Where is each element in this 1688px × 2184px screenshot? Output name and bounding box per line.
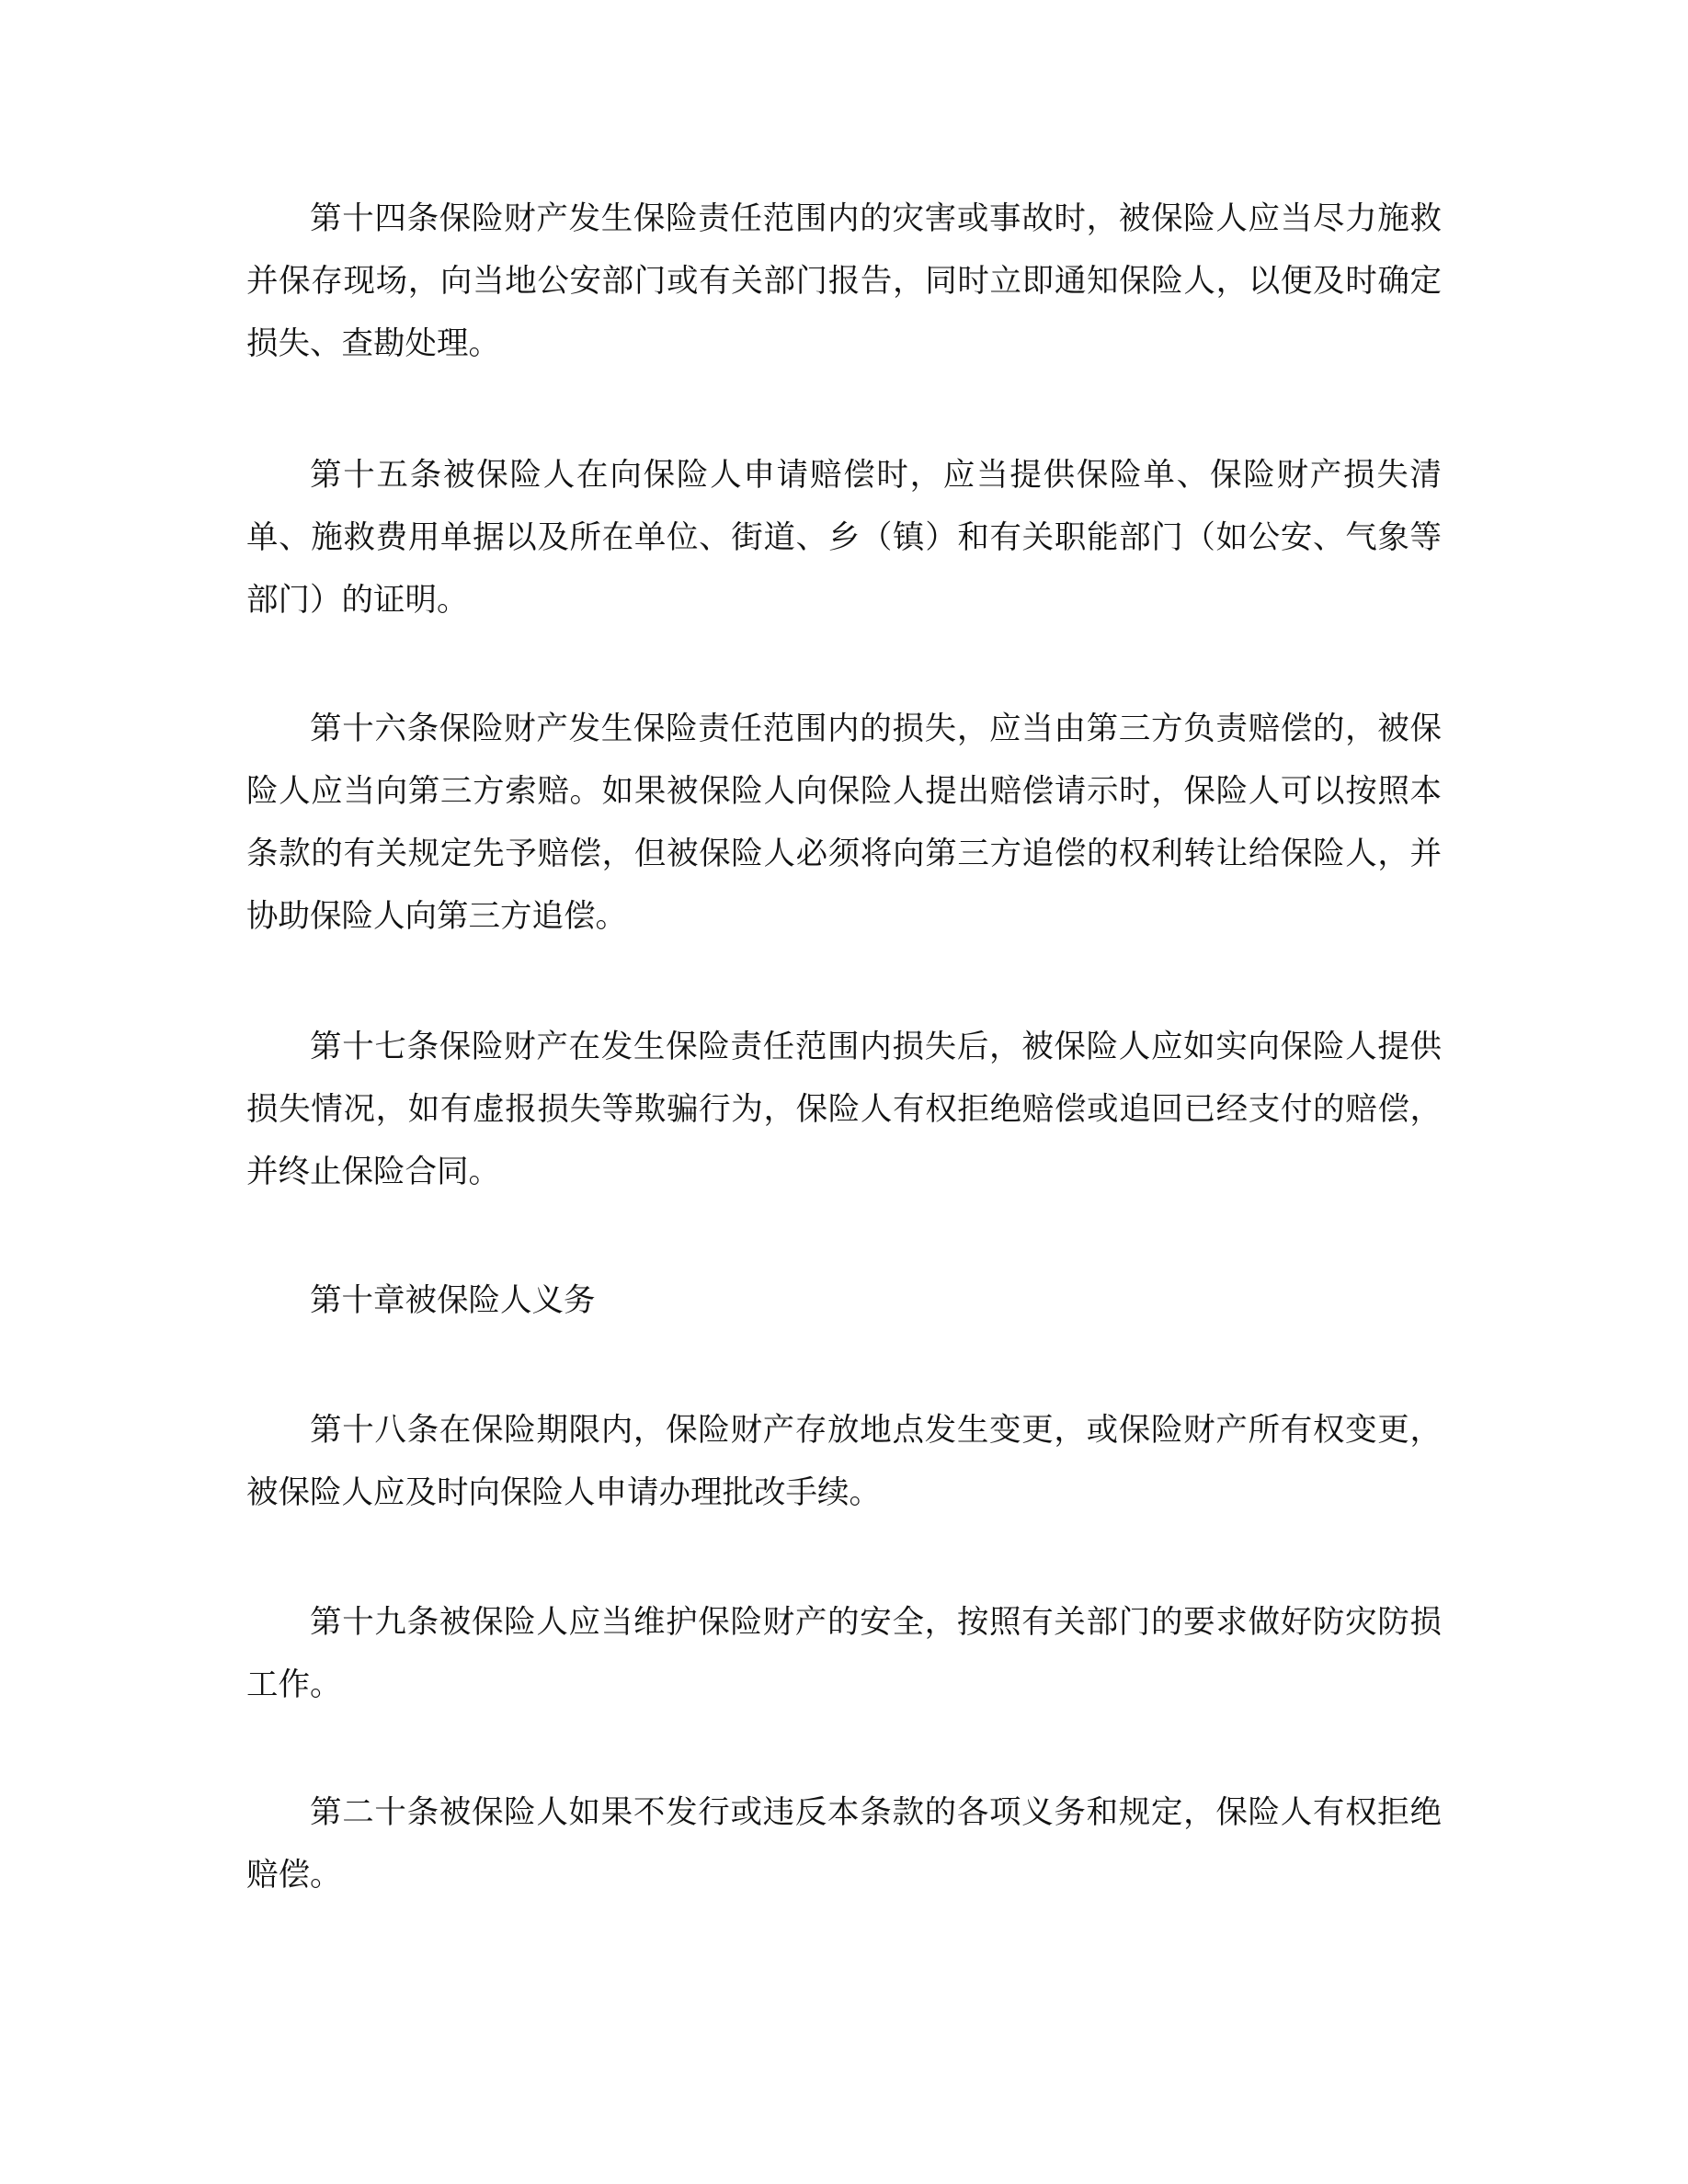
article-14-paragraph: 第十四条保险财产发生保险责任范围内的灾害或事故时，被保险人应当尽力施救并保存现场，向当地公安部门或有关部门报告，同时立即通知保险人，以便及时确定损失、查勘处理。: [246, 200, 1442, 362]
article-17-paragraph: 第十七条保险财产在发生保险责任范围内损失后，被保险人应如实向保险人提供损失情况，如有虚报损失等欺骗行为，保险人有权拒绝赔偿或追回已经支付的赔偿，并终止保险合同。: [246, 1029, 1442, 1190]
article-15-paragraph: 第十五条被保险人在向保险人申请赔偿时，应当提供保险单、保险财产损失清单、施救费用单据以及所在单位、街道、乡（镇）和有关职能部门（如公安、气象等部门）的证明。: [246, 457, 1442, 619]
article-20-paragraph: 第二十条被保险人如果不发行或违反本条款的各项义务和规定，保险人有权拒绝赔偿。: [246, 1794, 1442, 1894]
article-16-paragraph: 第十六条保险财产发生保险责任范围内的损失，应当由第三方负责赔偿的，被保险人应当向第三方索赔。如果被保险人向保险人提出赔偿请示时，保险人可以按照本条款的有关规定先予赔偿，但被保险人必须将向第三方追偿的权利转让给保险人，并协助保险人向第三方追偿。: [246, 711, 1442, 935]
article-19-paragraph: 第十九条被保险人应当维护保险财产的安全，按照有关部门的要求做好防灾防损工作。: [246, 1604, 1442, 1703]
chapter-10-heading: 第十章被保险人义务: [310, 1282, 596, 1319]
article-18-paragraph: 第十八条在保险期限内，保险财产存放地点发生变更，或保险财产所有权变更，被保险人应及时向保险人申请办理批改手续。: [246, 1412, 1442, 1511]
